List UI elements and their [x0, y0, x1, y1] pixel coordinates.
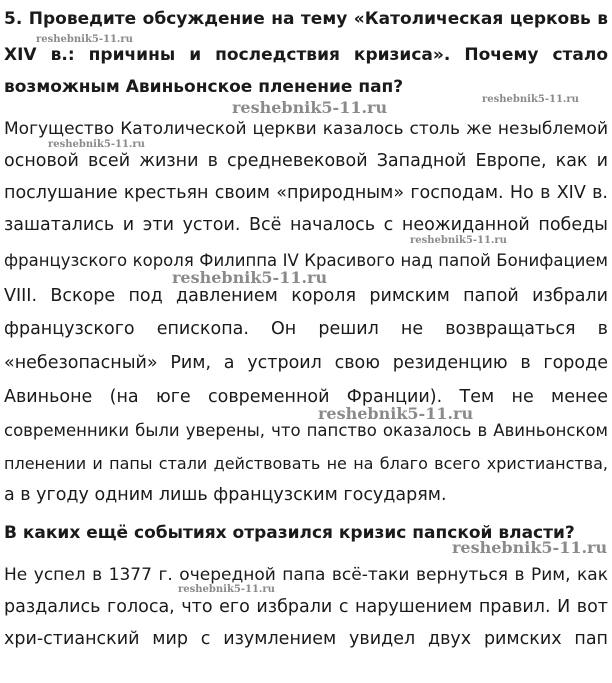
- answer-1-line-8: «небезопасный» Рим, а устроил свою резиденцию в городе: [4, 353, 608, 373]
- answer-2-line-3: хри-стианский мир с изумлением увидел двух римских пап: [4, 629, 608, 649]
- watermark: reshebnik5-11.ru: [48, 139, 145, 150]
- watermark: reshebnik5-11.ru: [318, 404, 474, 423]
- question-2-line-1: В каких ещё событиях отразился кризис папской власти?: [4, 523, 575, 543]
- answer-1-line-9: Авиньоне (на юге современной Франции). Тем не менее: [4, 387, 608, 407]
- answer-1-line-10: современники были уверены, что папство оказалось в Авиньонском: [4, 421, 608, 440]
- answer-1-line-11: пленении и папы стали действовать не на благо всего христианства,: [4, 454, 608, 473]
- answer-1-line-2: основой всей жизни в средневековой Западной Европе, как и: [4, 151, 608, 171]
- answer-2-line-1: Не успел в 1377 г. очередной папа всё-таки вернуться в Рим, как: [4, 565, 608, 585]
- answer-1-line-3: послушание крестьян своим «природным» господам. Но в XIV в.: [4, 183, 608, 203]
- watermark: reshebnik5-11.ru: [410, 235, 507, 246]
- question-1-line-2: XIV в.: причины и последствия кризиса». Почему стало: [4, 45, 608, 65]
- answer-1-line-6: VIII. Вскоре под давлением короля римским папой избрали: [4, 286, 608, 306]
- watermark: reshebnik5-11.ru: [36, 34, 133, 45]
- answer-1-line-5: французского короля Филиппа IV Красивого над папой Бонифацием: [4, 251, 608, 270]
- watermark: reshebnik5-11.ru: [452, 538, 608, 557]
- answer-1-line-7: французского епископа. Он решил не возвращаться в: [4, 319, 608, 339]
- watermark: reshebnik5-11.ru: [172, 268, 328, 287]
- watermark: reshebnik5-11.ru: [178, 584, 275, 595]
- answer-1-line-4: зашатались и эти устои. Всё началось с неожиданной победы: [4, 215, 608, 235]
- answer-1-line-12: а в угоду одним лишь французским государям.: [4, 485, 447, 505]
- answer-2-line-2: раздались голоса, что его избрали с нарушением правил. И вот: [4, 597, 608, 617]
- watermark: reshebnik5-11.ru: [482, 94, 579, 105]
- question-1-line-1: 5. Проведите обсуждение на тему «Католическая церковь в: [4, 9, 608, 29]
- question-1-line-3: возможным Авиньонское пленение пап?: [4, 77, 404, 97]
- answer-1-line-1: Могущество Католической церкви казалось столь же незыблемой: [4, 119, 608, 139]
- watermark: reshebnik5-11.ru: [232, 98, 388, 117]
